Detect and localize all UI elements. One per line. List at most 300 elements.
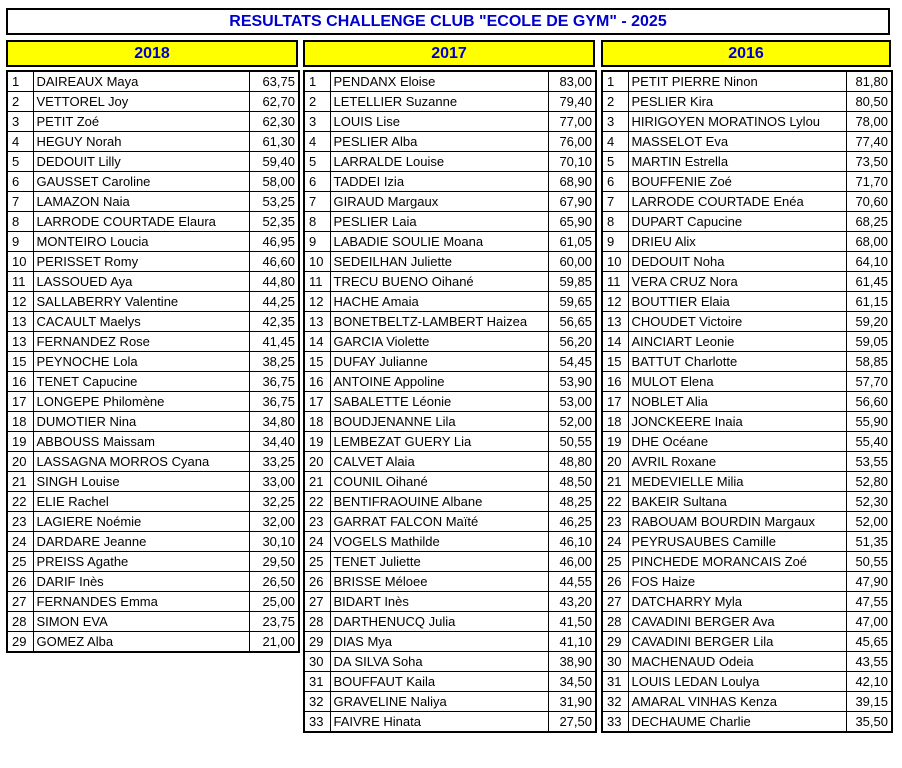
name-cell: SINGH Louise xyxy=(33,472,249,492)
table-row xyxy=(602,572,892,592)
name-cell: TRECU BUENO Oihané xyxy=(330,272,548,292)
rank-cell: 24 xyxy=(7,532,33,552)
name-cell: GRAVELINE Naliya xyxy=(330,692,548,712)
table-row xyxy=(304,172,596,192)
score-cell: 36,75 xyxy=(249,372,299,392)
score-cell: 59,65 xyxy=(548,292,596,312)
score-cell: 67,90 xyxy=(548,192,596,212)
rank-cell: 9 xyxy=(7,232,33,252)
rank-cell: 11 xyxy=(602,272,628,292)
rank-cell: 7 xyxy=(7,192,33,212)
table-row xyxy=(602,372,892,392)
table-row xyxy=(602,652,892,672)
name-cell: LARRODE COURTADE Enéa xyxy=(628,192,846,212)
rank-cell: 11 xyxy=(7,272,33,292)
score-cell: 33,25 xyxy=(249,452,299,472)
name-cell: DHE Océane xyxy=(628,432,846,452)
name-cell: DEDOUIT Lilly xyxy=(33,152,249,172)
rank-cell: 20 xyxy=(602,452,628,472)
name-cell: DEDOUIT Noha xyxy=(628,252,846,272)
table-row xyxy=(602,612,892,632)
name-cell: AINCIART Leonie xyxy=(628,332,846,352)
table-row xyxy=(304,632,596,652)
table-row xyxy=(602,92,892,112)
score-cell: 52,00 xyxy=(548,412,596,432)
table-row xyxy=(602,272,892,292)
rank-cell: 5 xyxy=(602,152,628,172)
score-cell: 43,20 xyxy=(548,592,596,612)
score-cell: 61,15 xyxy=(846,292,892,312)
name-cell: PINCHEDE MORANCAIS Zoé xyxy=(628,552,846,572)
table-row xyxy=(7,192,299,212)
table-row xyxy=(7,572,299,592)
score-cell: 53,25 xyxy=(249,192,299,212)
table-row xyxy=(304,352,596,372)
name-cell: GARCIA Violette xyxy=(330,332,548,352)
name-cell: PEYNOCHE Lola xyxy=(33,352,249,372)
score-cell: 35,50 xyxy=(846,712,892,733)
score-cell: 56,20 xyxy=(548,332,596,352)
score-cell: 64,10 xyxy=(846,252,892,272)
table-row xyxy=(7,71,299,92)
table-row xyxy=(304,492,596,512)
table-row xyxy=(7,92,299,112)
rank-cell: 13 xyxy=(7,332,33,352)
score-cell: 25,00 xyxy=(249,592,299,612)
score-cell: 32,25 xyxy=(249,492,299,512)
table-row xyxy=(602,492,892,512)
score-cell: 34,50 xyxy=(548,672,596,692)
name-cell: TENET Capucine xyxy=(33,372,249,392)
score-cell: 68,00 xyxy=(846,232,892,252)
table-row xyxy=(7,392,299,412)
rank-cell: 9 xyxy=(304,232,330,252)
score-cell: 39,15 xyxy=(846,692,892,712)
table-row xyxy=(7,552,299,572)
name-cell: RABOUAM BOURDIN Margaux xyxy=(628,512,846,532)
table-row xyxy=(602,512,892,532)
rank-cell: 8 xyxy=(7,212,33,232)
name-cell: PESLIER Laia xyxy=(330,212,548,232)
rank-cell: 21 xyxy=(7,472,33,492)
table-row xyxy=(602,252,892,272)
rank-cell: 10 xyxy=(304,252,330,272)
score-cell: 33,00 xyxy=(249,472,299,492)
year-header-2016: 2016 xyxy=(601,40,891,67)
score-cell: 70,10 xyxy=(548,152,596,172)
score-cell: 81,80 xyxy=(846,71,892,92)
score-cell: 70,60 xyxy=(846,192,892,212)
score-cell: 68,25 xyxy=(846,212,892,232)
table-row xyxy=(7,632,299,653)
name-cell: PERISSET Romy xyxy=(33,252,249,272)
rank-cell: 20 xyxy=(7,452,33,472)
score-cell: 42,35 xyxy=(249,312,299,332)
rank-cell: 15 xyxy=(7,352,33,372)
table-row xyxy=(602,152,892,172)
name-cell: CAVADINI BERGER Lila xyxy=(628,632,846,652)
table-row xyxy=(7,252,299,272)
score-cell: 76,00 xyxy=(548,132,596,152)
score-cell: 23,75 xyxy=(249,612,299,632)
score-cell: 55,40 xyxy=(846,432,892,452)
rank-cell: 22 xyxy=(304,492,330,512)
rank-cell: 12 xyxy=(304,292,330,312)
rank-cell: 23 xyxy=(7,512,33,532)
rank-cell: 10 xyxy=(7,252,33,272)
table-row xyxy=(304,692,596,712)
score-cell: 48,80 xyxy=(548,452,596,472)
table-row xyxy=(602,132,892,152)
table-row xyxy=(304,192,596,212)
score-cell: 65,90 xyxy=(548,212,596,232)
name-cell: GARRAT FALCON Maïté xyxy=(330,512,548,532)
score-cell: 41,45 xyxy=(249,332,299,352)
name-cell: NOBLET Alia xyxy=(628,392,846,412)
table-row xyxy=(602,632,892,652)
score-cell: 34,80 xyxy=(249,412,299,432)
name-cell: BONETBELTZ-LAMBERT Haizea xyxy=(330,312,548,332)
rank-cell: 6 xyxy=(7,172,33,192)
name-cell: SIMON EVA xyxy=(33,612,249,632)
table-row xyxy=(304,652,596,672)
score-cell: 61,45 xyxy=(846,272,892,292)
rank-cell: 8 xyxy=(304,212,330,232)
rank-cell: 13 xyxy=(602,312,628,332)
rank-cell: 3 xyxy=(602,112,628,132)
table-row xyxy=(602,552,892,572)
year-header-2017: 2017 xyxy=(303,40,595,67)
score-cell: 46,60 xyxy=(249,252,299,272)
name-cell: PETIT PIERRE Ninon xyxy=(628,71,846,92)
rank-cell: 26 xyxy=(602,572,628,592)
score-cell: 73,50 xyxy=(846,152,892,172)
rank-cell: 16 xyxy=(602,372,628,392)
table-row xyxy=(304,572,596,592)
rank-cell: 26 xyxy=(7,572,33,592)
rank-cell: 14 xyxy=(304,332,330,352)
table-row xyxy=(304,512,596,532)
table-row xyxy=(7,212,299,232)
score-cell: 48,50 xyxy=(548,472,596,492)
rank-cell: 13 xyxy=(304,312,330,332)
rank-cell: 2 xyxy=(602,92,628,112)
rank-cell: 16 xyxy=(304,372,330,392)
table-row xyxy=(602,712,892,733)
name-cell: COUNIL Oihané xyxy=(330,472,548,492)
rank-cell: 25 xyxy=(602,552,628,572)
rank-cell: 18 xyxy=(304,412,330,432)
name-cell: SALLABERRY Valentine xyxy=(33,292,249,312)
table-row xyxy=(304,92,596,112)
score-cell: 53,55 xyxy=(846,452,892,472)
rank-cell: 21 xyxy=(602,472,628,492)
table-row xyxy=(602,532,892,552)
results-2018 xyxy=(6,40,298,653)
score-cell: 62,30 xyxy=(249,112,299,132)
score-cell: 59,40 xyxy=(249,152,299,172)
score-cell: 57,70 xyxy=(846,372,892,392)
rank-cell: 17 xyxy=(304,392,330,412)
rank-cell: 2 xyxy=(7,92,33,112)
score-cell: 59,05 xyxy=(846,332,892,352)
name-cell: MACHENAUD Odeia xyxy=(628,652,846,672)
name-cell: CALVET Alaia xyxy=(330,452,548,472)
score-cell: 56,60 xyxy=(846,392,892,412)
table-row xyxy=(304,272,596,292)
table-row xyxy=(304,71,596,92)
rank-cell: 17 xyxy=(7,392,33,412)
name-cell: LARRODE COURTADE Elaura xyxy=(33,212,249,232)
name-cell: MONTEIRO Loucia xyxy=(33,232,249,252)
score-cell: 46,95 xyxy=(249,232,299,252)
score-cell: 30,10 xyxy=(249,532,299,552)
score-cell: 80,50 xyxy=(846,92,892,112)
name-cell: GOMEZ Alba xyxy=(33,632,249,653)
name-cell: DA SILVA Soha xyxy=(330,652,548,672)
table-row xyxy=(7,152,299,172)
score-cell: 43,55 xyxy=(846,652,892,672)
name-cell: LABADIE SOULIE Moana xyxy=(330,232,548,252)
rank-cell: 7 xyxy=(304,192,330,212)
table-row xyxy=(304,672,596,692)
rank-cell: 5 xyxy=(304,152,330,172)
rank-cell: 31 xyxy=(304,672,330,692)
name-cell: GIRAUD Margaux xyxy=(330,192,548,212)
rank-cell: 29 xyxy=(602,632,628,652)
table-row xyxy=(304,232,596,252)
table-row xyxy=(7,332,299,352)
rank-cell: 25 xyxy=(304,552,330,572)
table-row xyxy=(304,212,596,232)
score-cell: 34,40 xyxy=(249,432,299,452)
table-row xyxy=(7,372,299,392)
name-cell: ABBOUSS Maissam xyxy=(33,432,249,452)
name-cell: DUFAY Julianne xyxy=(330,352,548,372)
rank-cell: 33 xyxy=(304,712,330,733)
name-cell: LAGIERE Noémie xyxy=(33,512,249,532)
name-cell: BOUDJENANNE Lila xyxy=(330,412,548,432)
table-row xyxy=(304,712,596,733)
table-row xyxy=(7,472,299,492)
table-row xyxy=(7,112,299,132)
rank-cell: 3 xyxy=(7,112,33,132)
rank-cell: 33 xyxy=(602,712,628,733)
score-cell: 79,40 xyxy=(548,92,596,112)
table-row xyxy=(7,352,299,372)
name-cell: DARDARE Jeanne xyxy=(33,532,249,552)
table-row xyxy=(7,592,299,612)
rank-cell: 31 xyxy=(602,672,628,692)
rank-cell: 28 xyxy=(304,612,330,632)
rank-cell: 32 xyxy=(602,692,628,712)
results-table-2017 xyxy=(303,70,597,733)
name-cell: LASSOUED Aya xyxy=(33,272,249,292)
rank-cell: 12 xyxy=(602,292,628,312)
name-cell: ANTOINE Appoline xyxy=(330,372,548,392)
name-cell: SEDEILHAN Juliette xyxy=(330,252,548,272)
name-cell: PEYRUSAUBES Camille xyxy=(628,532,846,552)
score-cell: 44,55 xyxy=(548,572,596,592)
rank-cell: 19 xyxy=(7,432,33,452)
score-cell: 77,40 xyxy=(846,132,892,152)
table-row xyxy=(304,472,596,492)
name-cell: DUMOTIER Nina xyxy=(33,412,249,432)
score-cell: 59,85 xyxy=(548,272,596,292)
table-row xyxy=(602,432,892,452)
year-header-2018: 2018 xyxy=(6,40,298,67)
rank-cell: 15 xyxy=(602,352,628,372)
rank-cell: 18 xyxy=(602,412,628,432)
name-cell: BAKEIR Sultana xyxy=(628,492,846,512)
score-cell: 58,85 xyxy=(846,352,892,372)
rank-cell: 19 xyxy=(304,432,330,452)
table-row xyxy=(304,452,596,472)
name-cell: LEMBEZAT GUERY Lia xyxy=(330,432,548,452)
table-row xyxy=(304,152,596,172)
score-cell: 41,50 xyxy=(548,612,596,632)
rank-cell: 30 xyxy=(304,652,330,672)
rank-cell: 18 xyxy=(7,412,33,432)
score-cell: 56,65 xyxy=(548,312,596,332)
rank-cell: 4 xyxy=(304,132,330,152)
name-cell: LETELLIER Suzanne xyxy=(330,92,548,112)
rank-cell: 22 xyxy=(7,492,33,512)
table-row xyxy=(602,332,892,352)
score-cell: 54,45 xyxy=(548,352,596,372)
name-cell: PETIT Zoé xyxy=(33,112,249,132)
page-title: RESULTATS CHALLENGE CLUB "ECOLE DE GYM" - 2025 xyxy=(6,8,890,35)
score-cell: 60,00 xyxy=(548,252,596,272)
rank-cell: 32 xyxy=(304,692,330,712)
name-cell: BOUTTIER Elaia xyxy=(628,292,846,312)
name-cell: FAIVRE Hinata xyxy=(330,712,548,733)
score-cell: 27,50 xyxy=(548,712,596,733)
results-table-2016 xyxy=(601,70,893,733)
score-cell: 46,25 xyxy=(548,512,596,532)
table-row xyxy=(602,192,892,212)
table-row xyxy=(602,472,892,492)
name-cell: FERNANDEZ Rose xyxy=(33,332,249,352)
rank-cell: 21 xyxy=(304,472,330,492)
name-cell: LOUIS Lise xyxy=(330,112,548,132)
rank-cell: 11 xyxy=(304,272,330,292)
name-cell: FOS Haize xyxy=(628,572,846,592)
table-row xyxy=(304,112,596,132)
rank-cell: 15 xyxy=(304,352,330,372)
score-cell: 68,90 xyxy=(548,172,596,192)
table-row xyxy=(7,492,299,512)
name-cell: CAVADINI BERGER Ava xyxy=(628,612,846,632)
rank-cell: 1 xyxy=(7,71,33,92)
rank-cell: 30 xyxy=(602,652,628,672)
results-2016 xyxy=(601,40,891,733)
score-cell: 44,80 xyxy=(249,272,299,292)
score-cell: 26,50 xyxy=(249,572,299,592)
name-cell: MARTIN Estrella xyxy=(628,152,846,172)
name-cell: LARRALDE Louise xyxy=(330,152,548,172)
results-table-2018 xyxy=(6,70,300,653)
name-cell: BATTUT Charlotte xyxy=(628,352,846,372)
rank-cell: 27 xyxy=(304,592,330,612)
table-row xyxy=(602,412,892,432)
name-cell: BOUFFAUT Kaila xyxy=(330,672,548,692)
name-cell: DARIF Inès xyxy=(33,572,249,592)
name-cell: LOUIS LEDAN Loulya xyxy=(628,672,846,692)
name-cell: BRISSE Méloee xyxy=(330,572,548,592)
score-cell: 46,10 xyxy=(548,532,596,552)
name-cell: DUPART Capucine xyxy=(628,212,846,232)
table-row xyxy=(602,112,892,132)
table-row xyxy=(602,452,892,472)
rank-cell: 12 xyxy=(7,292,33,312)
name-cell: SABALETTE Léonie xyxy=(330,392,548,412)
table-row xyxy=(304,132,596,152)
name-cell: DIAS Mya xyxy=(330,632,548,652)
table-row xyxy=(304,592,596,612)
name-cell: HIRIGOYEN MORATINOS Lylou xyxy=(628,112,846,132)
score-cell: 29,50 xyxy=(249,552,299,572)
score-cell: 58,00 xyxy=(249,172,299,192)
table-row xyxy=(602,172,892,192)
name-cell: PESLIER Alba xyxy=(330,132,548,152)
name-cell: MULOT Elena xyxy=(628,372,846,392)
name-cell: DECHAUME Charlie xyxy=(628,712,846,733)
table-row xyxy=(304,292,596,312)
rank-cell: 1 xyxy=(304,71,330,92)
name-cell: TADDEI Izia xyxy=(330,172,548,192)
rank-cell: 29 xyxy=(304,632,330,652)
score-cell: 42,10 xyxy=(846,672,892,692)
rank-cell: 25 xyxy=(7,552,33,572)
score-cell: 83,00 xyxy=(548,71,596,92)
score-cell: 38,90 xyxy=(548,652,596,672)
rank-cell: 28 xyxy=(602,612,628,632)
rank-cell: 26 xyxy=(304,572,330,592)
score-cell: 50,55 xyxy=(548,432,596,452)
table-row xyxy=(304,412,596,432)
rank-cell: 6 xyxy=(304,172,330,192)
table-row xyxy=(602,71,892,92)
table-row xyxy=(304,392,596,412)
table-row xyxy=(7,452,299,472)
rank-cell: 23 xyxy=(304,512,330,532)
rank-cell: 4 xyxy=(7,132,33,152)
rank-cell: 10 xyxy=(602,252,628,272)
table-row xyxy=(7,132,299,152)
score-cell: 44,25 xyxy=(249,292,299,312)
score-cell: 61,30 xyxy=(249,132,299,152)
table-row xyxy=(602,672,892,692)
results-2017 xyxy=(303,40,595,733)
table-row xyxy=(7,312,299,332)
rank-cell: 5 xyxy=(7,152,33,172)
score-cell: 46,00 xyxy=(548,552,596,572)
table-row xyxy=(602,592,892,612)
table-row xyxy=(602,212,892,232)
name-cell: BOUFFENIE Zoé xyxy=(628,172,846,192)
score-cell: 78,00 xyxy=(846,112,892,132)
name-cell: VETTOREL Joy xyxy=(33,92,249,112)
rank-cell: 19 xyxy=(602,432,628,452)
name-cell: ELIE Rachel xyxy=(33,492,249,512)
name-cell: FERNANDES Emma xyxy=(33,592,249,612)
table-row xyxy=(304,552,596,572)
table-row xyxy=(304,252,596,272)
rank-cell: 3 xyxy=(304,112,330,132)
score-cell: 59,20 xyxy=(846,312,892,332)
score-cell: 50,55 xyxy=(846,552,892,572)
